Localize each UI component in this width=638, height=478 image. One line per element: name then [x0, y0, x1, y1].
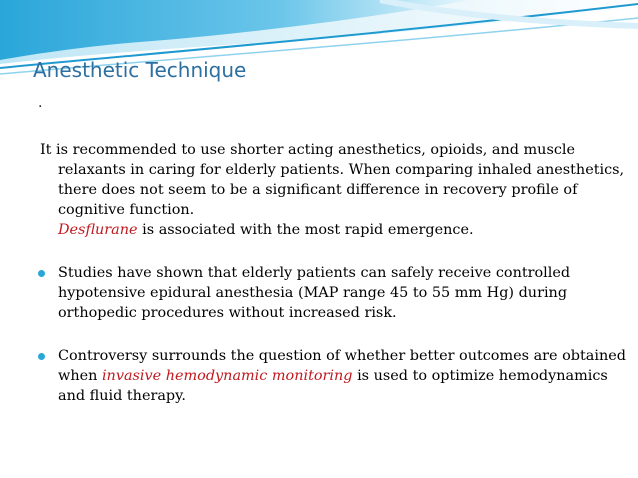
bullet-line: orthopedic procedures without increased risk.: [58, 305, 397, 321]
intro-line: there does not seem to be a significant difference in recovery profile of: [58, 182, 578, 198]
intro-line: relaxants in caring for elderly patients. When comparing inhaled anesthetics,: [58, 162, 625, 178]
bullet-line-post: is used to optimize hemodynamics: [352, 368, 608, 384]
intro-line-rest: is associated with the most rapid emergence.: [137, 222, 474, 238]
bullet-dot-icon: [38, 270, 45, 277]
intro-line: [40, 220, 615, 240]
bullet-line: Controversy surrounds the question of whether better outcomes are obtained: [58, 348, 626, 364]
bullet-line: and fluid therapy.: [58, 388, 186, 404]
stray-dot: .: [38, 95, 43, 111]
bullet-line: hypotensive epidural anesthesia (MAP range 45 to 55 mm Hg) during: [58, 285, 568, 301]
bullet-dot-icon: [38, 353, 45, 360]
intro-line: It is recommended to use shorter acting anesthetics, opioids, and muscle: [40, 142, 576, 158]
bullet-line: Studies have shown that elderly patients can safely receive controlled: [58, 265, 571, 281]
bullet-line: [58, 366, 618, 386]
desflurane-highlight: Desflurane: [58, 222, 138, 238]
intro-paragraph: [40, 140, 625, 240]
monitoring-highlight: invasive hemodynamic monitoring: [101, 368, 353, 384]
slide-title: Anesthetic Technique: [33, 58, 247, 82]
bullet-text: [58, 263, 618, 323]
intro-line: cognitive function.: [58, 202, 195, 218]
bullet-text: [58, 346, 626, 406]
bullet-line-pre: when: [58, 368, 102, 384]
